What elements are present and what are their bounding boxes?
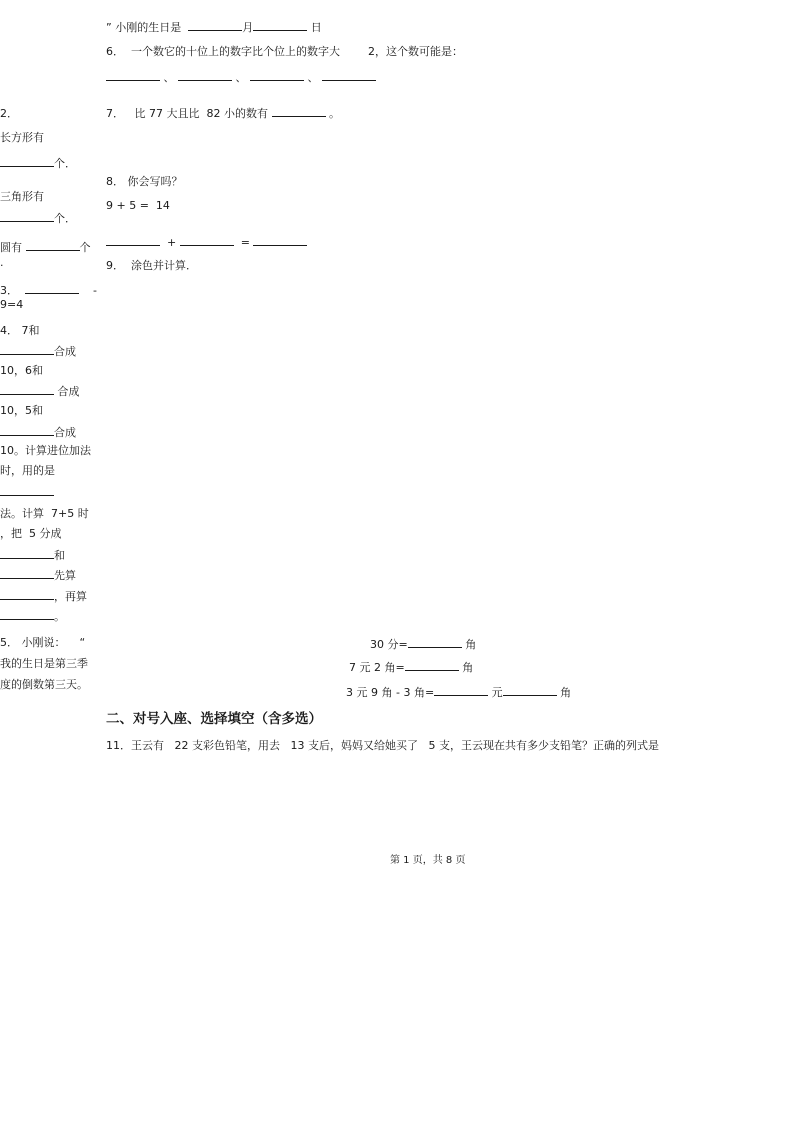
day-label: 日 [310,21,322,34]
q4-line [0,343,76,359]
q4-line: 时，用的是 [0,464,55,477]
q7-number-a: 77 [149,107,163,120]
q11-number-b: 13 [290,739,305,752]
q3-number: 3． [0,284,18,297]
q11-number-c: 5 [428,739,436,752]
q6-answer-blanks [106,69,376,85]
q4-number: 4． [0,324,18,337]
q11-text: 支彩色铅笔，用去 [192,739,280,752]
conversion-expression: 3 元 9 角 - 3 角= [346,686,435,699]
q6-blank[interactable] [250,69,304,81]
q8-text: 你会写吗？ [127,175,183,188]
equals-sign: = [240,236,250,249]
rectangle-answer [0,155,76,171]
q4-line [0,608,65,624]
minus-sign: - [93,284,97,297]
q4-line [0,484,54,500]
month-label: 月 [242,21,254,34]
q7-text: 小的数有 [224,107,268,120]
question-9 [106,259,197,273]
q8-equation: 9 + 5 = 14 [106,199,170,212]
question-11 [106,739,659,753]
separator: 、 [307,71,319,84]
birthday-line [106,19,322,35]
q6-number: 6． [106,45,124,58]
q4-blank[interactable] [0,424,54,436]
q4-text: 7和 [21,324,40,337]
q6-digit: 2 [367,45,375,58]
q9-text: 涂色并计算． [131,259,197,272]
triangle-blank[interactable] [0,210,54,222]
q6-text-tail: ，这个数可能是： [374,45,463,58]
q4-line: 10。计算进位加法 [0,444,91,457]
q8-number: 8． [106,175,124,188]
q4-line [0,547,65,563]
q6-blank[interactable] [322,69,376,81]
conversion-blank[interactable] [434,684,488,696]
q4-line [0,383,80,399]
question-8 [106,175,183,189]
conversion-2 [349,659,473,675]
q7-number: 7． [106,107,124,120]
q4-blank[interactable] [0,547,54,559]
question-7 [106,105,340,121]
rectangle-label: 长方形有 [0,131,44,144]
q4-text: 和 [54,549,65,562]
q4-line: 10，6和 [0,364,43,377]
q4-text: 合成 [54,426,76,439]
plus-sign: + [167,236,177,249]
circle-label: 圆有 [0,241,22,254]
circle-answer [0,239,91,255]
q4-text: ，再算 [54,590,87,603]
unit-label: 角 [462,661,474,674]
q4-line [0,588,87,604]
sum-blank[interactable] [253,234,307,246]
addend-blank[interactable] [180,234,234,246]
q4-blank[interactable] [0,588,54,600]
triangle-answer [0,210,76,226]
q7-text: 比 [134,107,146,120]
separator: 、 [163,71,175,84]
q2-number: 2． [0,107,18,120]
q4-text: 。 [54,610,65,623]
question-5 [0,636,85,650]
q11-text: 支，王云现在共有多少支铅笔？正确的列式是 [439,739,659,752]
q11-text: 王云有 [131,739,164,752]
rectangle-blank[interactable] [0,155,54,167]
page-footer: 第 1 页，共 8 页 [390,855,466,866]
q5-number: 5． [0,636,18,649]
q4-text: 合成 [57,385,80,398]
q9-number: 9． [106,259,124,272]
q4-line [0,424,76,440]
q11-number: 11． [106,739,131,752]
circle-blank[interactable] [26,239,80,251]
open-quote: “ [79,636,86,649]
unit-label: 个． [54,212,76,225]
q8-answer-blanks [106,234,307,250]
q4-blank[interactable] [0,608,54,620]
birthday-label: 小刚的生日是 [115,21,182,34]
q7-blank[interactable] [272,105,326,117]
conversion-blank[interactable] [503,684,557,696]
open-quote: ” [106,21,112,34]
q7-period: 。 [329,107,340,120]
q6-text: 一个数它的十位上的数字比个位上的数字大 [131,45,340,58]
q5-line: 我的生日是第三季 [0,657,88,670]
q7-number-b: 82 [206,107,221,120]
q4-blank[interactable] [0,567,54,579]
triangle-label: 三角形有 [0,190,44,203]
q4-line: 10，5和 [0,404,43,417]
q3-equation-tail: 9=4 [0,298,24,311]
question-4 [0,324,40,338]
separator: 、 [235,71,247,84]
q6-blank[interactable] [178,69,232,81]
unit-label: 个 [79,241,91,254]
conversion-1 [370,636,476,652]
conversion-3 [346,684,571,700]
q5-text: 小刚说： [21,636,66,649]
q3-blank[interactable] [25,282,79,294]
q11-number-a: 22 [174,739,189,752]
q7-text: 大且比 [166,107,200,120]
unit-label: 元 [491,686,503,699]
conversion-blank[interactable] [405,659,459,671]
q4-blank[interactable] [0,383,54,395]
day-blank[interactable] [253,19,307,31]
circle-dot: . [0,256,4,269]
q4-text: 合成 [54,345,76,358]
unit-label: 角 [465,638,477,651]
addend-blank[interactable] [106,234,160,246]
q4-blank[interactable] [0,484,54,496]
unit-label: 角 [560,686,572,699]
q4-text: 先算 [54,569,76,582]
conversion-expression: 30 分= [370,638,408,651]
question-3 [0,282,97,298]
question-6 [106,45,463,59]
section-heading: 二、对号入座、选择填空（含多选） [106,711,322,727]
q4-blank[interactable] [0,343,54,355]
conversion-expression: 7 元 2 角= [349,661,405,674]
q6-blank[interactable] [106,69,160,81]
unit-label: 个． [54,157,76,170]
q4-line [0,567,76,583]
month-blank[interactable] [188,19,242,31]
q4-line: ，把 5 分成 [0,527,62,540]
q11-text: 支后，妈妈又给她买了 [308,739,418,752]
q4-line: 法。计算 7+5 时 [0,507,89,520]
q5-line: 度的倒数第三天。 [0,678,88,691]
conversion-blank[interactable] [408,636,462,648]
